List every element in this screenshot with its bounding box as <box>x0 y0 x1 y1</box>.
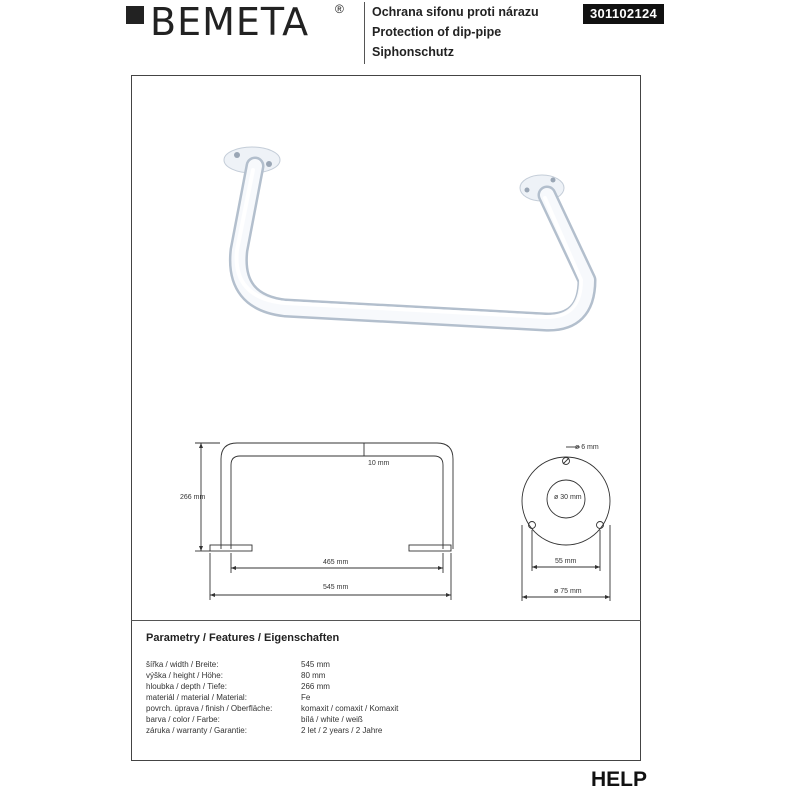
feature-label: barva / color / Farbe: <box>146 715 220 724</box>
title-en: Protection of dip-pipe <box>372 25 502 39</box>
feature-row <box>146 692 398 703</box>
product-photo <box>215 140 615 340</box>
u-outline-inner <box>231 456 443 549</box>
dim-outer-circle-label: ø 75 mm <box>554 588 582 595</box>
feature-value: 80 mm <box>301 671 326 680</box>
u-outline-outer <box>221 443 453 549</box>
feature-value: komaxit / comaxit / Komaxit <box>301 704 399 713</box>
feature-label: záruka / warranty / Garantie: <box>146 726 247 735</box>
features-table <box>146 659 398 736</box>
right-base-plate <box>409 545 451 551</box>
feature-row <box>146 714 398 725</box>
product-titles <box>372 2 539 62</box>
product-code-badge: 301102124 <box>583 4 664 24</box>
feature-row <box>146 725 398 736</box>
dim-thickness-label: 10 mm <box>368 460 390 467</box>
header <box>0 0 800 70</box>
feature-row <box>146 681 398 692</box>
brand-logo <box>126 2 356 42</box>
section-divider <box>131 620 641 621</box>
feature-row <box>146 703 398 714</box>
feature-value: 545 mm <box>301 660 330 669</box>
feature-value: 2 let / 2 years / 2 Jahre <box>301 726 383 735</box>
feature-row <box>146 670 398 681</box>
dim-inner-circle-label: ø 30 mm <box>554 494 582 501</box>
feature-label: šířka / width / Breite: <box>146 660 219 669</box>
title-cz: Ochrana sifonu proti nárazu <box>372 5 539 19</box>
feature-label: materiál / material / Material: <box>146 693 247 702</box>
registered-mark: ® <box>335 2 344 16</box>
flange-outer-circle <box>522 457 610 545</box>
technical-drawing <box>180 435 630 605</box>
brand-name: BEMETA <box>150 0 310 44</box>
feature-label: hloubka / depth / Tiefe: <box>146 682 227 691</box>
series-label: HELP <box>591 768 648 791</box>
feature-value: 266 mm <box>301 682 330 691</box>
features-heading: Parametry / Features / Eigenschaften <box>146 632 340 644</box>
dim-height-label: 266 mm <box>180 494 206 501</box>
feature-label: povrch. úprava / finish / Oberfläche: <box>146 704 273 713</box>
title-de: Siphonschutz <box>372 45 454 59</box>
feature-value: Fe <box>301 693 311 702</box>
feature-label: výška / height / Höhe: <box>146 671 223 680</box>
dim-outer-width-label: 545 mm <box>323 584 349 591</box>
header-divider <box>364 2 365 64</box>
dim-hole-label: ø 6 mm <box>575 444 599 451</box>
feature-row <box>146 659 398 670</box>
dim-hole-spacing-label: 55 mm <box>555 558 577 565</box>
logo-square-icon <box>126 6 144 24</box>
dim-inner-width-label: 465 mm <box>323 559 349 566</box>
feature-value: bílá / white / weiß <box>301 715 363 724</box>
